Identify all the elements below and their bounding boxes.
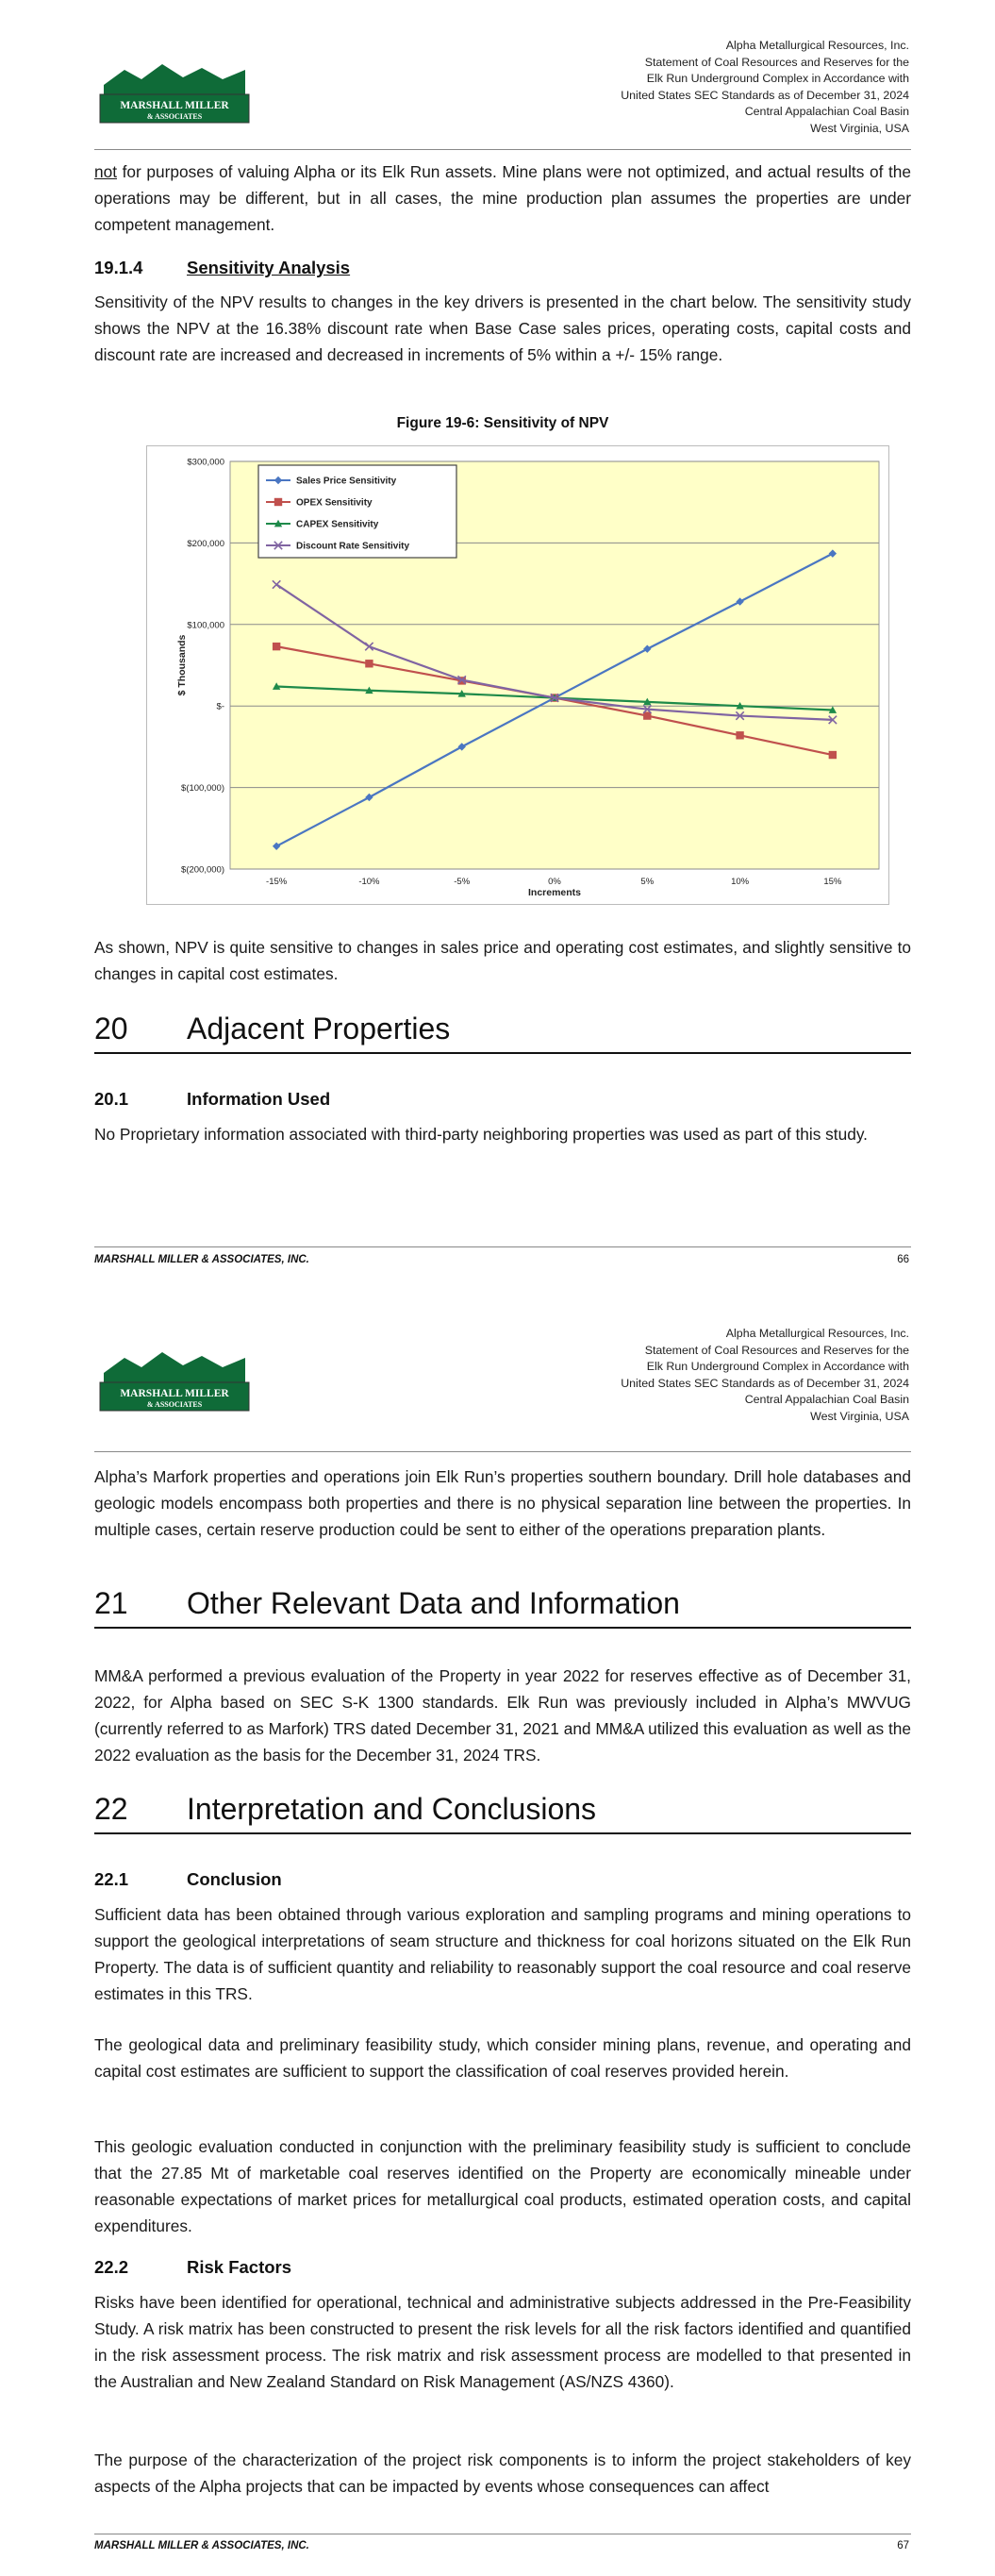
y-axis-label: $ Thousands — [176, 634, 188, 696]
after-chart-paragraph: As shown, NPV is quite sensitive to changes in sales price and operating cost estimates, and slightly sensitive to changes in capital cost estimates. — [94, 938, 911, 983]
conclusion-paragraph-2: The geological data and preliminary feasibility study, which consider mining plans, revenue, and operating and capital cost estimates are sufficient to support the classification of coal reserves provided herein. — [94, 2035, 911, 2081]
npv-sensitivity-chart — [146, 445, 889, 905]
y-tick-label: $100,000 — [187, 620, 224, 631]
header-line: Elk Run Underground Complex in Accordance with — [646, 1360, 909, 1374]
section-title: Interpretation and Conclusions — [187, 1792, 597, 1826]
header-line: Statement of Coal Resources and Reserves for the — [644, 1343, 909, 1357]
footer-company: MARSHALL MILLER & ASSOCIATES, INC. — [94, 1254, 309, 1265]
data-point — [736, 731, 743, 739]
risk-paragraph-1: Risks have been identified for operational, technical and administrative subjects addressed in the Pre-Feasibility Study. A risk matrix has been constructed to present the risk levels for all the risk factors identified and quantified in the risk assessment process. The risk matrix and risk assessment process are modelled to that presented in the Australian and New Zealand Standard on Risk Management (AS/NZS 4360). — [94, 2293, 911, 2391]
y-tick-label: $(200,000) — [181, 864, 224, 876]
figure-caption: Figure 19-6: Sensitivity of NPV — [396, 415, 609, 431]
y-tick-label: $- — [216, 701, 224, 712]
section-number: 22 — [94, 1792, 128, 1826]
footer-company: MARSHALL MILLER & ASSOCIATES, INC. — [94, 2540, 309, 2551]
header-line: Alpha Metallurgical Resources, Inc. — [725, 39, 909, 52]
x-tick-label: 15% — [823, 877, 842, 887]
legend-label: Sales Price Sensitivity — [296, 476, 397, 487]
data-point — [829, 751, 837, 759]
header-line: Central Appalachian Coal Basin — [744, 105, 909, 119]
logo-text-bottom: & ASSOCIATES — [146, 112, 203, 121]
legend-label: CAPEX Sensitivity — [296, 519, 379, 530]
section-22-heading — [94, 1792, 911, 1834]
section-20-1-paragraph: No Proprietary information associated with third-party neighboring properties was used as part of this study. — [94, 1125, 868, 1144]
x-tick-label: 10% — [731, 877, 750, 887]
y-tick-label: $(100,000) — [181, 783, 224, 795]
header-divider — [94, 1451, 911, 1452]
section-title: Adjacent Properties — [187, 1012, 451, 1045]
page-header-info — [513, 1326, 909, 1426]
header-line: United States SEC Standards as of December 31, 2024 — [621, 88, 909, 102]
sensitivity-paragraph: Sensitivity of the NPV results to changes in the key drivers is presented in the chart below. The sensitivity study shows the NPV at the 16.38% discount rate when Base Case sales prices, operating costs, capital costs and discount rate are increased and decreased in increments of 5% within a +/- 15% range. — [94, 293, 911, 364]
legend-label: Discount Rate Sensitivity — [296, 541, 410, 552]
section-19-1-4-heading — [94, 258, 350, 278]
page-header-info — [513, 38, 909, 138]
marfork-paragraph: Alpha’s Marfork properties and operations join Elk Run’s properties southern boundary. Drill hole databases and geologic models encompass both properties and there is no physical separation line between the properties. In multiple cases, certain reserve production could be sent to either of the operations preparation plants. — [94, 1467, 911, 1539]
header-line: Central Appalachian Coal Basin — [744, 1393, 909, 1407]
conclusion-paragraph-1: Sufficient data has been obtained through various exploration and sampling programs and mining operations to support the geological interpretations of seam structure and thickness for coal horizons situated on the Elk Run Property. The data is of sufficient quantity and reliability to reasonably support the coal resource and coal reserve estimates in this TRS. — [94, 1905, 911, 2003]
x-tick-label: -10% — [358, 877, 380, 887]
intro-text: for purposes of valuing Alpha or its Elk Run assets. Mine plans were not optimized, and actual results of the operations may be different, but in all cases, the mine production plan assumes the properties are under competent management. — [94, 162, 911, 234]
data-point — [273, 643, 280, 650]
section-number: 22.2 — [94, 2257, 129, 2277]
section-22-2-heading — [94, 2257, 291, 2278]
header-divider — [94, 149, 911, 150]
legend-marker — [274, 498, 282, 506]
header-line: Elk Run Underground Complex in Accordance with — [646, 72, 909, 86]
page-67 — [0, 1288, 995, 2576]
section-title: Information Used — [187, 1089, 331, 1109]
page-number: 67 — [897, 2540, 909, 2551]
y-tick-label: $300,000 — [187, 457, 224, 468]
logo-text-bottom: & ASSOCIATES — [146, 1400, 203, 1409]
section-20-heading — [94, 1012, 911, 1054]
section-number: 21 — [94, 1586, 128, 1620]
chart-legend — [258, 465, 456, 558]
page-number: 66 — [897, 1254, 909, 1265]
x-axis-label: Increments — [527, 887, 582, 898]
x-tick-label: -5% — [454, 877, 471, 887]
logo-text-top: MARSHALL MILLER — [120, 1388, 229, 1399]
intro-paragraph — [94, 159, 911, 238]
data-point — [365, 660, 373, 667]
company-logo — [96, 1345, 253, 1416]
company-logo — [96, 57, 253, 128]
section-number: 20.1 — [94, 1089, 129, 1109]
intro-underlined-word: not — [94, 162, 118, 181]
header-line: Statement of Coal Resources and Reserves for the — [644, 55, 909, 69]
section-title: Conclusion — [187, 1869, 282, 1889]
footer-divider — [94, 1246, 911, 1247]
chart-svg — [147, 446, 888, 904]
header-line: West Virginia, USA — [810, 121, 909, 135]
section-title: Risk Factors — [187, 2257, 292, 2277]
y-tick-label: $200,000 — [187, 538, 224, 549]
conclusion-paragraph-3: This geologic evaluation conducted in conjunction with the preliminary feasibility study is sufficient to conclude that the 27.85 Mt of marketable coal reserves identified on the Property are economically mineable under reasonable expectations of market prices for metallurgical coal products, estimated operation costs, and capital expenditures. — [94, 2137, 911, 2235]
header-line: West Virginia, USA — [810, 1409, 909, 1423]
section-number: 20 — [94, 1012, 128, 1045]
header-line: Alpha Metallurgical Resources, Inc. — [725, 1327, 909, 1340]
section-20-1-heading — [94, 1089, 330, 1110]
section-21-heading — [94, 1586, 911, 1629]
legend-label: OPEX Sensitivity — [296, 497, 373, 509]
header-line: United States SEC Standards as of December 31, 2024 — [621, 1376, 909, 1390]
section-number: 22.1 — [94, 1869, 129, 1889]
section-title: Other Relevant Data and Information — [187, 1586, 680, 1620]
risk-paragraph-2: The purpose of the characterization of the project risk components is to inform the project stakeholders of key aspects of the Alpha projects that can be impacted by events whose consequences can affect — [94, 2451, 911, 2496]
x-tick-label: 0% — [548, 877, 561, 887]
section-21-paragraph: MM&A performed a previous evaluation of the Property in year 2022 for reserves effective as of December 31, 2022, for Alpha based on SEC S-K 1300 standards. Elk Run was previously included in Alpha’s MWVUG (currently referred to as Marfork) TRS dated December 31, 2021 and MM&A utilized this evaluation as well as the 2022 evaluation as the basis for the December 31, 2024 TRS. — [94, 1666, 911, 1765]
section-number: 19.1.4 — [94, 258, 143, 277]
section-title: Sensitivity Analysis — [187, 258, 351, 277]
section-22-1-heading — [94, 1869, 282, 1890]
x-tick-label: 5% — [640, 877, 655, 887]
x-tick-label: -15% — [266, 877, 288, 887]
logo-text-top: MARSHALL MILLER — [120, 100, 229, 111]
